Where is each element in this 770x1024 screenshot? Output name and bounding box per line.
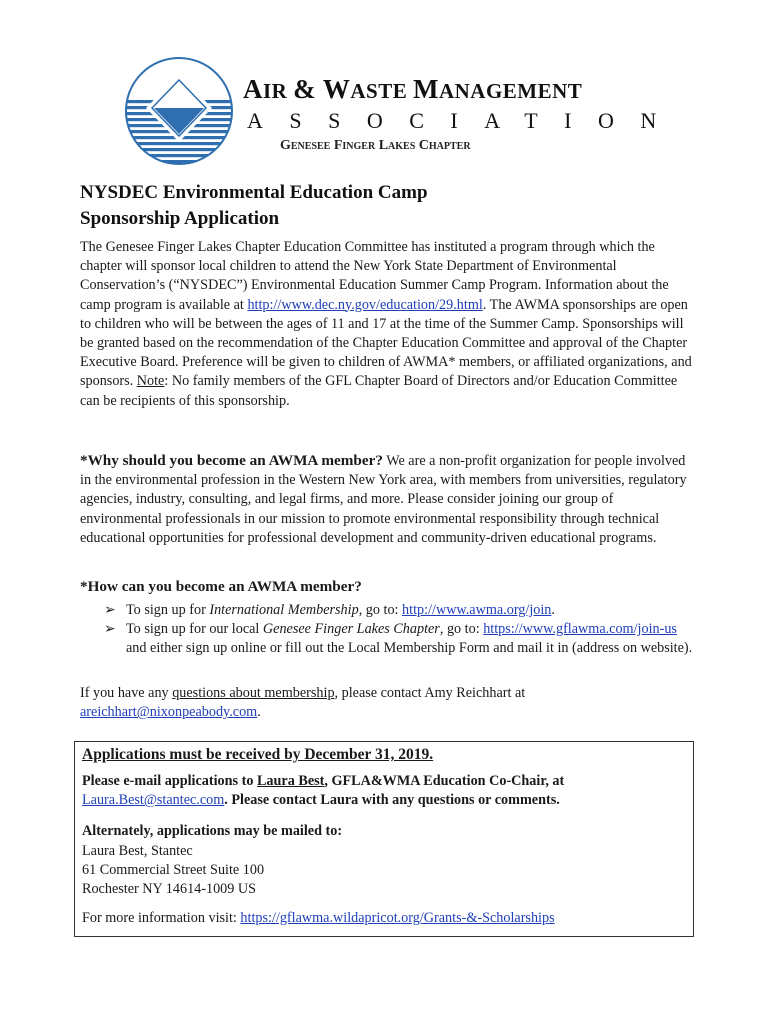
brand-ampersand: & bbox=[293, 74, 317, 104]
address-line-1: Laura Best, Stantec bbox=[82, 842, 193, 859]
email-text: , GFLA&WMA Education Co-Chair, at bbox=[324, 773, 565, 789]
contact-text: . bbox=[257, 704, 261, 721]
contact-paragraph bbox=[80, 684, 694, 722]
brand-initial-w: W bbox=[316, 74, 351, 104]
intro-text-a: The Genesee Finger Lakes Chapter Education Committee has instituted a program through which the chapter will sponsor local children to attend the New York State Department of Environmental Conservation’s (“NYSDEC”) Environmental Education Summer Camp Program. Information about the camp program is available at bbox=[80, 239, 669, 313]
awma-logo-icon bbox=[124, 56, 234, 166]
bullet-emphasis: Genesee Finger Lakes Chapter bbox=[262, 621, 440, 638]
page-title bbox=[80, 180, 428, 232]
why-paragraph bbox=[80, 451, 694, 548]
box-content bbox=[82, 744, 686, 928]
bullet-text: . bbox=[551, 602, 555, 618]
bullet-text: and either sign up online or fill out the Local Membership Form and mail it in (address on website). bbox=[126, 640, 693, 657]
contact-email-link[interactable]: areichhart@nixonpeabody.com bbox=[80, 704, 258, 721]
chapter-name: Genesee Finger Lakes Chapter bbox=[280, 138, 471, 153]
list-item bbox=[104, 620, 694, 658]
note-label: Note bbox=[136, 373, 165, 390]
arrow-bullet-icon: ➢ bbox=[104, 602, 116, 618]
bullet-text: To sign up for bbox=[126, 602, 210, 618]
laura-email-link[interactable]: Laura.Best@stantec.com bbox=[82, 792, 225, 809]
brand-word-anagement: ANAGEMENT bbox=[438, 79, 583, 103]
intro-text-b: . The AWMA sponsorships are open to children who will be between the ages of 11 and 17 at the time of the Summer Camp. Sponsorships will be granted based on the recommendation of the Chapter Education Committee and approval of the Chapter Executive Board. Preference will be given to children of AWMA* members, or affiliated organizations, and sponsors. bbox=[80, 296, 692, 390]
bullet-text: , go to: bbox=[439, 621, 484, 638]
bullet-text: , go to: bbox=[358, 602, 403, 618]
arrow-bullet-icon: ➢ bbox=[104, 621, 116, 638]
email-contact-name: Laura Best bbox=[256, 773, 325, 789]
brand-association: ASSOCIATION bbox=[247, 108, 683, 133]
membership-bullets bbox=[104, 601, 694, 659]
more-info-text: For more information visit: bbox=[82, 910, 241, 927]
deadline-heading: Applications must be received by December 31, 2019. bbox=[82, 746, 434, 763]
more-info bbox=[82, 909, 686, 928]
brand-name bbox=[243, 74, 582, 105]
email-instructions bbox=[82, 772, 686, 810]
address-line-2: 61 Commercial Street Suite 100 bbox=[82, 861, 265, 878]
brand-word-aste: ASTE bbox=[350, 79, 413, 103]
intro-paragraph bbox=[80, 238, 694, 411]
bullet-text: To sign up for our local bbox=[126, 621, 263, 638]
scholarships-link[interactable]: https://gflawma.wildapricot.org/Grants-&-Scholarships bbox=[240, 910, 555, 927]
brand-initial-m: M bbox=[412, 74, 439, 104]
contact-text: , please contact Amy Reichhart at bbox=[334, 685, 526, 701]
title-line-1: NYSDEC Environmental Education Camp bbox=[80, 182, 428, 203]
how-heading: *How can you become an AWMA member? bbox=[80, 578, 362, 595]
brand-initial-a: A bbox=[243, 74, 263, 104]
contact-underlined: questions about membership bbox=[172, 685, 335, 701]
awma-join-link[interactable]: http://www.awma.org/join bbox=[402, 602, 552, 618]
title-line-2: Sponsorship Application bbox=[80, 208, 280, 229]
bullet-emphasis: International Membership bbox=[209, 602, 359, 618]
contact-text: If you have any bbox=[80, 685, 173, 701]
gflawma-join-link[interactable]: https://www.gflawma.com/join-us bbox=[483, 621, 677, 638]
why-text: We are a non-profit organization for people involved in the environmental profession in the Western New York area, with members from universities, regulatory agencies, industry, consulting, and legal firms, and more. Please consider joining our group of environmental professionals in our mission to promote environmental responsibility through technical educational opportunities for professional development and community-driven educational programs. bbox=[80, 453, 687, 546]
email-text: Please e-mail applications to bbox=[82, 773, 257, 789]
brand-word-ir: IR bbox=[263, 79, 294, 103]
address-line-3: Rochester NY 14614-1009 US bbox=[82, 881, 257, 898]
application-info-box bbox=[74, 741, 694, 937]
dec-camp-link[interactable]: http://www.dec.ny.gov/education/29.html bbox=[247, 296, 483, 313]
why-heading: *Why should you become an AWMA member? bbox=[80, 452, 383, 469]
email-text: . Please contact Laura with any questions or comments. bbox=[224, 792, 560, 809]
mail-heading: Alternately, applications may be mailed to: bbox=[82, 823, 343, 840]
intro-text-c: : No family members of the GFL Chapter Board of Directors and/or Education Committee can be recipients of this sponsorship. bbox=[80, 373, 678, 409]
list-item bbox=[104, 601, 694, 620]
